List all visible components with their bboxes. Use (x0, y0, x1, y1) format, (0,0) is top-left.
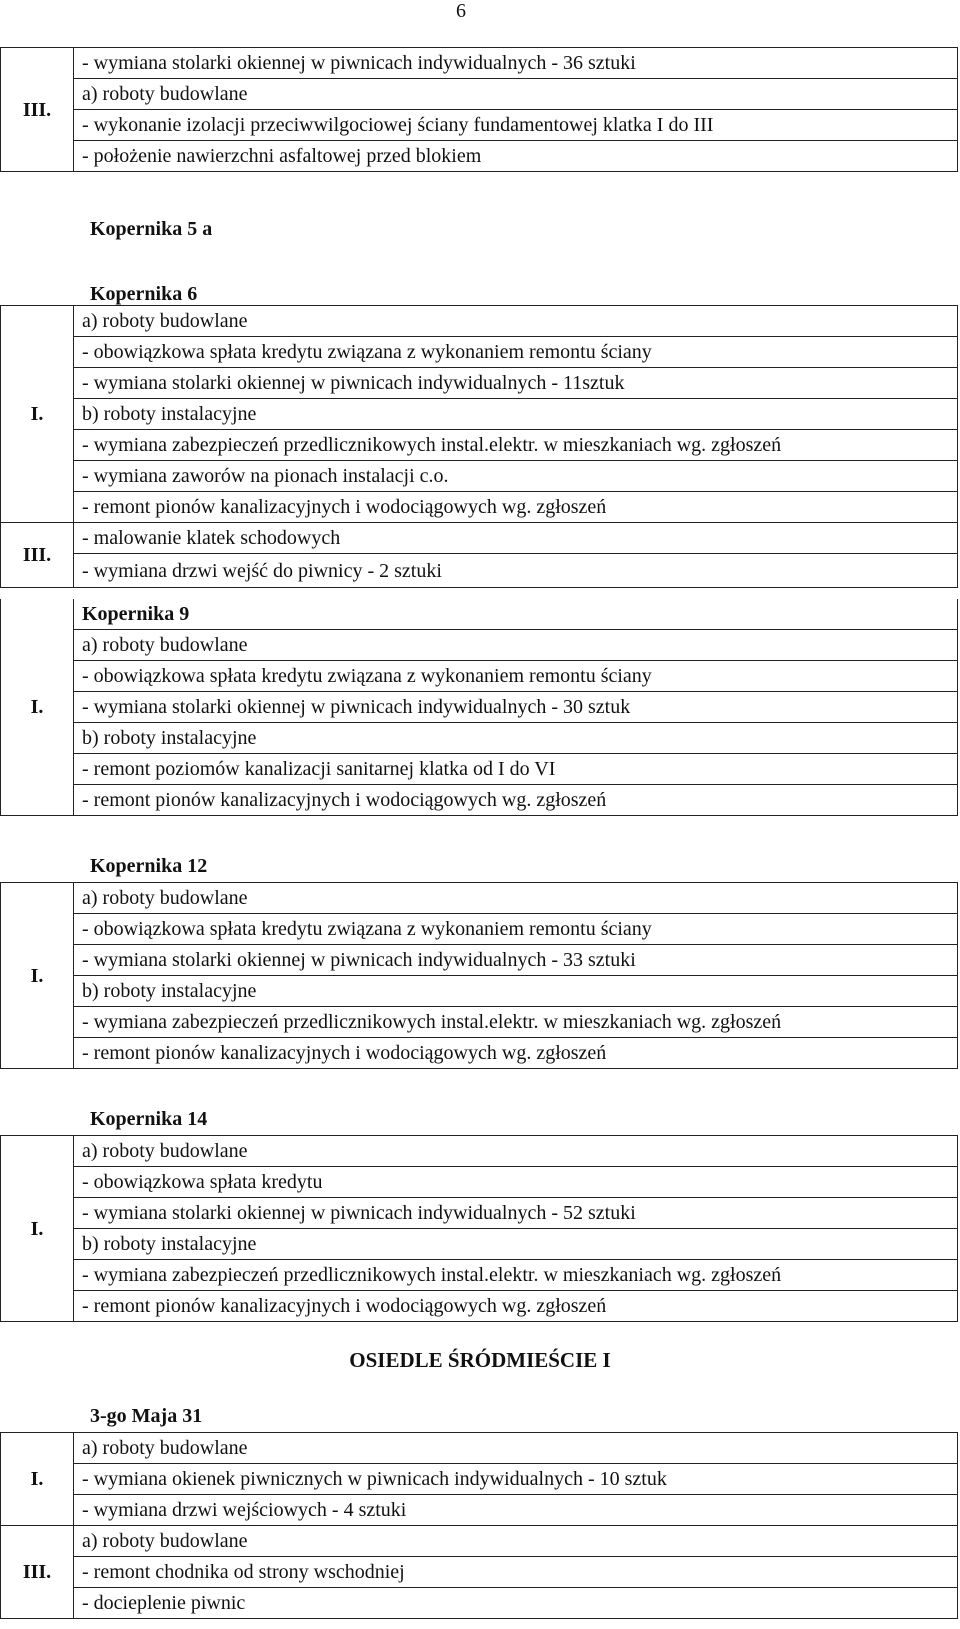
table-row: - wymiana drzwi wejść do piwnicy - 2 sztuki (74, 554, 958, 588)
table-row: - wymiana stolarki okiennej w piwnicach indywidualnych - 36 sztuki (74, 48, 958, 79)
table-row: - remont pionów kanalizacyjnych i wodociągowych wg. zgłoszeń (74, 1038, 958, 1069)
building-heading-3-go-maja-31: 3-go Maja 31 (90, 1405, 203, 1427)
works-table-kopernika-9 (0, 599, 958, 816)
table-row: a) roboty budowlane (74, 630, 958, 661)
table-row: - malowanie klatek schodowych (74, 523, 958, 554)
building-heading-kopernika-5a: Kopernika 5 a (90, 218, 213, 240)
table-row: - położenie nawierzchni asfaltowej przed blokiem (74, 141, 958, 172)
building-heading-kopernika-12: Kopernika 12 (90, 855, 208, 877)
table-row: - wymiana zaworów na pionach instalacji c.o. (74, 461, 958, 492)
works-table-kopernika-14 (0, 1135, 958, 1322)
table-row: b) roboty instalacyjne (74, 723, 958, 754)
table-row: - remont pionów kanalizacyjnych i wodociągowych wg. zgłoszeń (74, 492, 958, 523)
table-row: a) roboty budowlane (74, 1136, 958, 1167)
roman-numeral: III. (1, 523, 74, 588)
table-row: - obowiązkowa spłata kredytu związana z wykonaniem remontu ściany (74, 914, 958, 945)
table-row: b) roboty instalacyjne (74, 399, 958, 430)
table-row: - remont pionów kanalizacyjnych i wodociągowych wg. zgłoszeń (74, 785, 958, 816)
roman-numeral: I. (1, 306, 74, 523)
table-row: - wymiana stolarki okiennej w piwnicach indywidualnych - 11sztuk (74, 368, 958, 399)
table-row: - wymiana drzwi wejściowych - 4 sztuki (74, 1495, 958, 1526)
table-row: b) roboty instalacyjne (74, 976, 958, 1007)
works-table-3-go-maja-31 (0, 1432, 958, 1619)
roman-numeral: I. (1, 1433, 74, 1526)
table-row: - wymiana stolarki okiennej w piwnicach indywidualnych - 33 sztuki (74, 945, 958, 976)
table-row: - wykonanie izolacji przeciwwilgociowej ściany fundamentowej klatka I do III (74, 110, 958, 141)
table-row: a) roboty budowlane (74, 306, 958, 337)
roman-numeral: III. (1, 48, 74, 172)
table-row: - wymiana zabezpieczeń przedlicznikowych instal.elektr. w mieszkaniach wg. zgłoszeń (74, 430, 958, 461)
table-row: - wymiana zabezpieczeń przedlicznikowych instal.elektr. w mieszkaniach wg. zgłoszeń (74, 1260, 958, 1291)
building-heading-kopernika-6: Kopernika 6 (90, 283, 198, 305)
table-row: a) roboty budowlane (74, 1433, 958, 1464)
table-row: a) roboty budowlane (74, 883, 958, 914)
table-row: - obowiązkowa spłata kredytu (74, 1167, 958, 1198)
works-table-block1 (0, 47, 958, 172)
page-number: 6 (456, 0, 466, 22)
roman-numeral: III. (1, 1526, 74, 1619)
section-title: OSIEDLE ŚRÓDMIEŚCIE I (349, 1348, 611, 1372)
roman-numeral: I. (1, 599, 74, 816)
table-row: - wymiana stolarki okiennej w piwnicach indywidualnych - 30 sztuk (74, 692, 958, 723)
table-row: - remont poziomów kanalizacji sanitarnej klatka od I do VI (74, 754, 958, 785)
works-table-kopernika-6 (0, 305, 958, 588)
table-row: - obowiązkowa spłata kredytu związana z wykonaniem remontu ściany (74, 661, 958, 692)
table-row: b) roboty instalacyjne (74, 1229, 958, 1260)
table-row: a) roboty budowlane (74, 79, 958, 110)
building-heading-kopernika-9: Kopernika 9 (74, 599, 958, 630)
table-row: - remont chodnika od strony wschodniej (74, 1557, 958, 1588)
table-row: a) roboty budowlane (74, 1526, 958, 1557)
works-table-kopernika-12 (0, 882, 958, 1069)
building-heading-kopernika-14: Kopernika 14 (90, 1108, 208, 1130)
table-row: - obowiązkowa spłata kredytu związana z wykonaniem remontu ściany (74, 337, 958, 368)
roman-numeral: I. (1, 1136, 74, 1322)
roman-numeral: I. (1, 883, 74, 1069)
table-row: - remont pionów kanalizacyjnych i wodociągowych wg. zgłoszeń (74, 1291, 958, 1322)
table-row: - wymiana okienek piwnicznych w piwnicach indywidualnych - 10 sztuk (74, 1464, 958, 1495)
table-row: - wymiana zabezpieczeń przedlicznikowych instal.elektr. w mieszkaniach wg. zgłoszeń (74, 1007, 958, 1038)
table-row: - docieplenie piwnic (74, 1588, 958, 1619)
table-row: - wymiana stolarki okiennej w piwnicach indywidualnych - 52 sztuki (74, 1198, 958, 1229)
